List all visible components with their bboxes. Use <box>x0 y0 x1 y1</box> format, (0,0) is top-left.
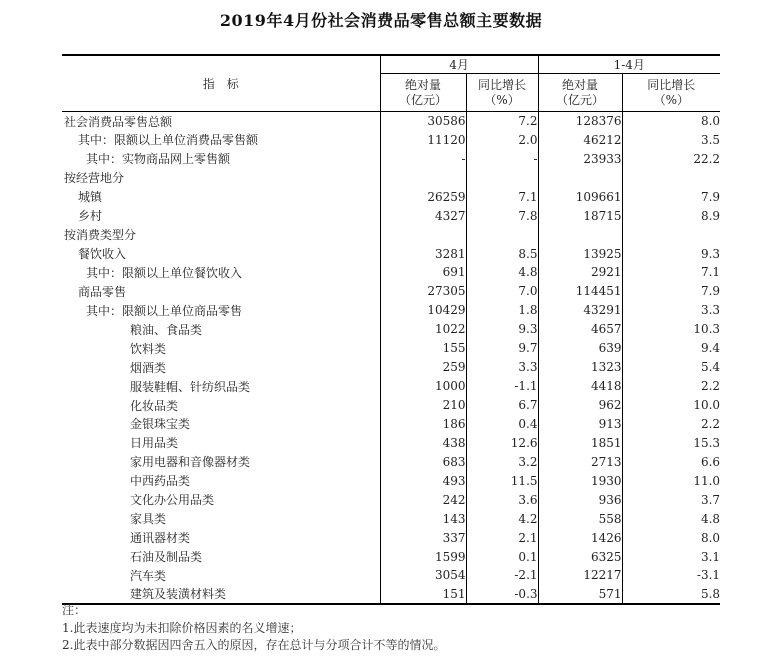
table-row <box>62 415 720 434</box>
cell-ytd-yoy <box>622 168 720 187</box>
cell-month-yoy: 3.3 <box>466 358 538 377</box>
cell-month-abs: 186 <box>380 415 466 434</box>
row-name: 其中：实物商品网上零售额 <box>62 149 380 168</box>
cell-ytd-yoy: 11.0 <box>693 473 721 488</box>
cell-ytd-abs: 558 <box>538 509 622 528</box>
cell-month-abs <box>380 168 466 187</box>
cell-month-abs: 210 <box>380 396 466 415</box>
cell-month-abs: 30586 <box>380 112 466 131</box>
cell-ytd-abs: 4418 <box>538 377 622 396</box>
cell-ytd-abs: 639 <box>538 339 622 358</box>
table-row <box>62 282 720 301</box>
table-row <box>62 396 720 415</box>
cell-month-yoy: 3.6 <box>466 490 538 509</box>
cell-ytd-yoy: 4.8 <box>700 511 721 526</box>
cell-month-yoy: -2.1 <box>466 566 538 585</box>
row-name: 商品零售 <box>62 282 380 301</box>
cell-month-yoy: 3.2 <box>466 452 538 471</box>
cell-ytd-yoy: 7.9 <box>700 284 721 299</box>
table-row <box>62 206 720 225</box>
table-row <box>62 301 720 320</box>
row-name: 烟酒类 <box>62 358 380 377</box>
cell-month-abs: 691 <box>380 263 466 282</box>
cell-month-abs: 151 <box>380 585 466 604</box>
indicator-header: 指 标 <box>62 55 380 112</box>
cell-month-abs: - <box>380 149 466 168</box>
row-name: 建筑及装潢材料类 <box>62 585 380 604</box>
row-name: 文化办公用品类 <box>62 490 380 509</box>
cell-month-yoy: -1.1 <box>466 377 538 396</box>
cell-ytd-abs: 1851 <box>538 433 622 452</box>
cell-month-abs: 438 <box>380 433 466 452</box>
cell-ytd-yoy <box>622 225 720 244</box>
row-name: 其中：限额以上单位消费品零售额 <box>62 130 380 149</box>
cell-month-abs: 259 <box>380 358 466 377</box>
table-row <box>62 509 720 528</box>
row-name: 石油及制品类 <box>62 547 380 566</box>
cell-month-yoy <box>466 168 538 187</box>
cell-month-abs: 337 <box>380 528 466 547</box>
row-name: 日用品类 <box>62 433 380 452</box>
cell-month-yoy: 12.6 <box>466 433 538 452</box>
row-name: 服装鞋帽、针纺织品类 <box>62 377 380 396</box>
cell-ytd-yoy: 3.1 <box>700 549 721 564</box>
cell-ytd-abs <box>538 168 622 187</box>
table-row <box>62 377 720 396</box>
cell-ytd-abs <box>538 225 622 244</box>
cell-ytd-abs: 12217 <box>538 566 622 585</box>
row-name: 乡村 <box>62 206 380 225</box>
cell-ytd-abs: 2921 <box>538 263 622 282</box>
table-row <box>62 244 720 263</box>
cell-month-yoy: 7.0 <box>466 282 538 301</box>
cell-ytd-abs: 43291 <box>538 301 622 320</box>
row-name: 家具类 <box>62 509 380 528</box>
cell-ytd-yoy: 7.1 <box>700 265 721 280</box>
row-name: 按消费类型分 <box>62 225 380 244</box>
cell-ytd-abs: 46212 <box>538 130 622 149</box>
cell-month-yoy: 7.8 <box>466 206 538 225</box>
row-name: 社会消费品零售总额 <box>62 112 380 131</box>
table-row <box>62 320 720 339</box>
table-row <box>62 263 720 282</box>
cell-month-yoy: 2.1 <box>466 528 538 547</box>
cell-month-yoy <box>466 225 538 244</box>
footnotes <box>62 602 445 655</box>
cell-month-yoy: 6.7 <box>466 396 538 415</box>
cell-month-abs: 143 <box>380 509 466 528</box>
cell-month-abs: 242 <box>380 490 466 509</box>
cell-month-abs: 10429 <box>380 301 466 320</box>
cell-ytd-abs: 571 <box>538 585 622 604</box>
cell-month-abs: 683 <box>380 452 466 471</box>
cell-month-yoy: 8.5 <box>466 244 538 263</box>
cell-ytd-abs: 18715 <box>538 206 622 225</box>
cell-ytd-yoy: 5.4 <box>700 360 721 375</box>
cell-ytd-abs: 913 <box>538 415 622 434</box>
cell-month-abs: 1599 <box>380 547 466 566</box>
col-header-month-abs: 绝对量 （亿元） <box>380 74 466 112</box>
cell-ytd-yoy: 3.5 <box>700 132 721 147</box>
cell-ytd-abs: 1426 <box>538 528 622 547</box>
table-row <box>62 149 720 168</box>
cell-ytd-abs: 1323 <box>538 358 622 377</box>
cell-month-yoy: 0.1 <box>466 547 538 566</box>
row-name: 餐饮收入 <box>62 244 380 263</box>
row-name: 饮料类 <box>62 339 380 358</box>
table-row <box>62 358 720 377</box>
row-name: 化妆品类 <box>62 396 380 415</box>
table-row <box>62 168 720 187</box>
cell-month-yoy: -0.3 <box>466 585 538 604</box>
cell-ytd-yoy: 8.0 <box>700 530 721 545</box>
cell-ytd-yoy: 5.8 <box>700 586 721 601</box>
table-body <box>62 112 720 604</box>
cell-ytd-abs: 114451 <box>538 282 622 301</box>
row-name: 城镇 <box>62 187 380 206</box>
row-name: 其中：限额以上单位商品零售 <box>62 301 380 320</box>
cell-ytd-yoy: 2.2 <box>700 379 721 394</box>
cell-ytd-yoy: 10.0 <box>693 398 721 413</box>
cell-ytd-abs: 23933 <box>538 149 622 168</box>
cell-ytd-abs: 6325 <box>538 547 622 566</box>
cell-ytd-abs: 128376 <box>538 112 622 131</box>
row-name: 通讯器材类 <box>62 528 380 547</box>
cell-ytd-yoy: 8.0 <box>700 114 721 129</box>
cell-ytd-abs: 13925 <box>538 244 622 263</box>
cell-ytd-yoy: 2.2 <box>700 416 721 431</box>
group-header-month: 4月 <box>380 55 538 74</box>
cell-month-abs: 493 <box>380 471 466 490</box>
table-row <box>62 112 720 131</box>
cell-month-yoy: 2.0 <box>466 130 538 149</box>
row-name: 其中：限额以上单位餐饮收入 <box>62 263 380 282</box>
cell-month-abs: 4327 <box>380 206 466 225</box>
table-row <box>62 566 720 585</box>
cell-month-abs <box>380 225 466 244</box>
note-item: 1.此表速度均为未扣除价格因素的名义增速； <box>62 620 302 635</box>
cell-month-abs: 26259 <box>380 187 466 206</box>
cell-month-abs: 3054 <box>380 566 466 585</box>
cell-month-yoy: 4.2 <box>466 509 538 528</box>
table-row <box>62 225 720 244</box>
cell-month-yoy: 7.1 <box>466 187 538 206</box>
cell-ytd-yoy: 3.3 <box>700 303 721 318</box>
table-row <box>62 187 720 206</box>
cell-ytd-yoy: 9.3 <box>700 246 721 261</box>
row-name: 中西药品类 <box>62 471 380 490</box>
cell-month-yoy: 11.5 <box>466 471 538 490</box>
cell-ytd-abs: 936 <box>538 490 622 509</box>
note-item: 2.此表中部分数据因四舍五入的原因，存在总计与分项合计不等的情况。 <box>62 638 446 652</box>
cell-ytd-yoy: 10.3 <box>693 322 721 337</box>
cell-ytd-abs: 962 <box>538 396 622 415</box>
table-row <box>62 452 720 471</box>
cell-month-yoy: 0.4 <box>466 415 538 434</box>
cell-ytd-yoy: 6.6 <box>700 454 721 469</box>
cell-month-yoy: 4.8 <box>466 263 538 282</box>
cell-month-yoy: 9.7 <box>466 339 538 358</box>
table-row <box>62 433 720 452</box>
cell-month-abs: 155 <box>380 339 466 358</box>
cell-ytd-yoy: 9.4 <box>700 341 721 356</box>
cell-month-abs: 27305 <box>380 282 466 301</box>
cell-ytd-yoy: -3.1 <box>696 568 721 583</box>
cell-ytd-yoy: 15.3 <box>693 435 721 450</box>
row-name: 粮油、食品类 <box>62 320 380 339</box>
cell-month-yoy: - <box>466 149 538 168</box>
col-header-ytd-abs: 绝对量 （亿元） <box>538 74 622 112</box>
cell-month-abs: 11120 <box>380 130 466 149</box>
cell-month-abs: 3281 <box>380 244 466 263</box>
cell-ytd-abs: 109661 <box>538 187 622 206</box>
row-name: 金银珠宝类 <box>62 415 380 434</box>
table-row <box>62 339 720 358</box>
row-name: 汽车类 <box>62 566 380 585</box>
row-name: 家用电器和音像器材类 <box>62 452 380 471</box>
table-row <box>62 547 720 566</box>
cell-ytd-abs: 2713 <box>538 452 622 471</box>
page-title: 2019年4月份社会消费品零售总额主要数据 <box>219 11 543 30</box>
cell-month-yoy: 9.3 <box>466 320 538 339</box>
header-row-groups <box>62 55 720 74</box>
cell-ytd-yoy: 8.9 <box>700 208 721 223</box>
cell-ytd-abs: 1930 <box>538 471 622 490</box>
cell-ytd-abs: 4657 <box>538 320 622 339</box>
row-name: 按经营地分 <box>62 168 380 187</box>
col-header-month-yoy: 同比增长 （%） <box>466 74 538 112</box>
table-row <box>62 490 720 509</box>
cell-month-yoy: 1.8 <box>466 301 538 320</box>
cell-ytd-yoy: 3.7 <box>700 492 721 507</box>
group-header-ytd: 1-4月 <box>538 55 720 74</box>
cell-ytd-yoy: 22.2 <box>693 151 721 166</box>
notes-label: 注： <box>62 603 87 617</box>
table-row <box>62 130 720 149</box>
cell-month-yoy: 7.2 <box>466 112 538 131</box>
col-header-ytd-yoy: 同比增长 （%） <box>647 77 696 107</box>
table-row <box>62 471 720 490</box>
retail-sales-table <box>62 54 720 605</box>
cell-ytd-yoy: 7.9 <box>700 189 721 204</box>
cell-month-abs: 1000 <box>380 377 466 396</box>
table-row <box>62 528 720 547</box>
cell-month-abs: 1022 <box>380 320 466 339</box>
